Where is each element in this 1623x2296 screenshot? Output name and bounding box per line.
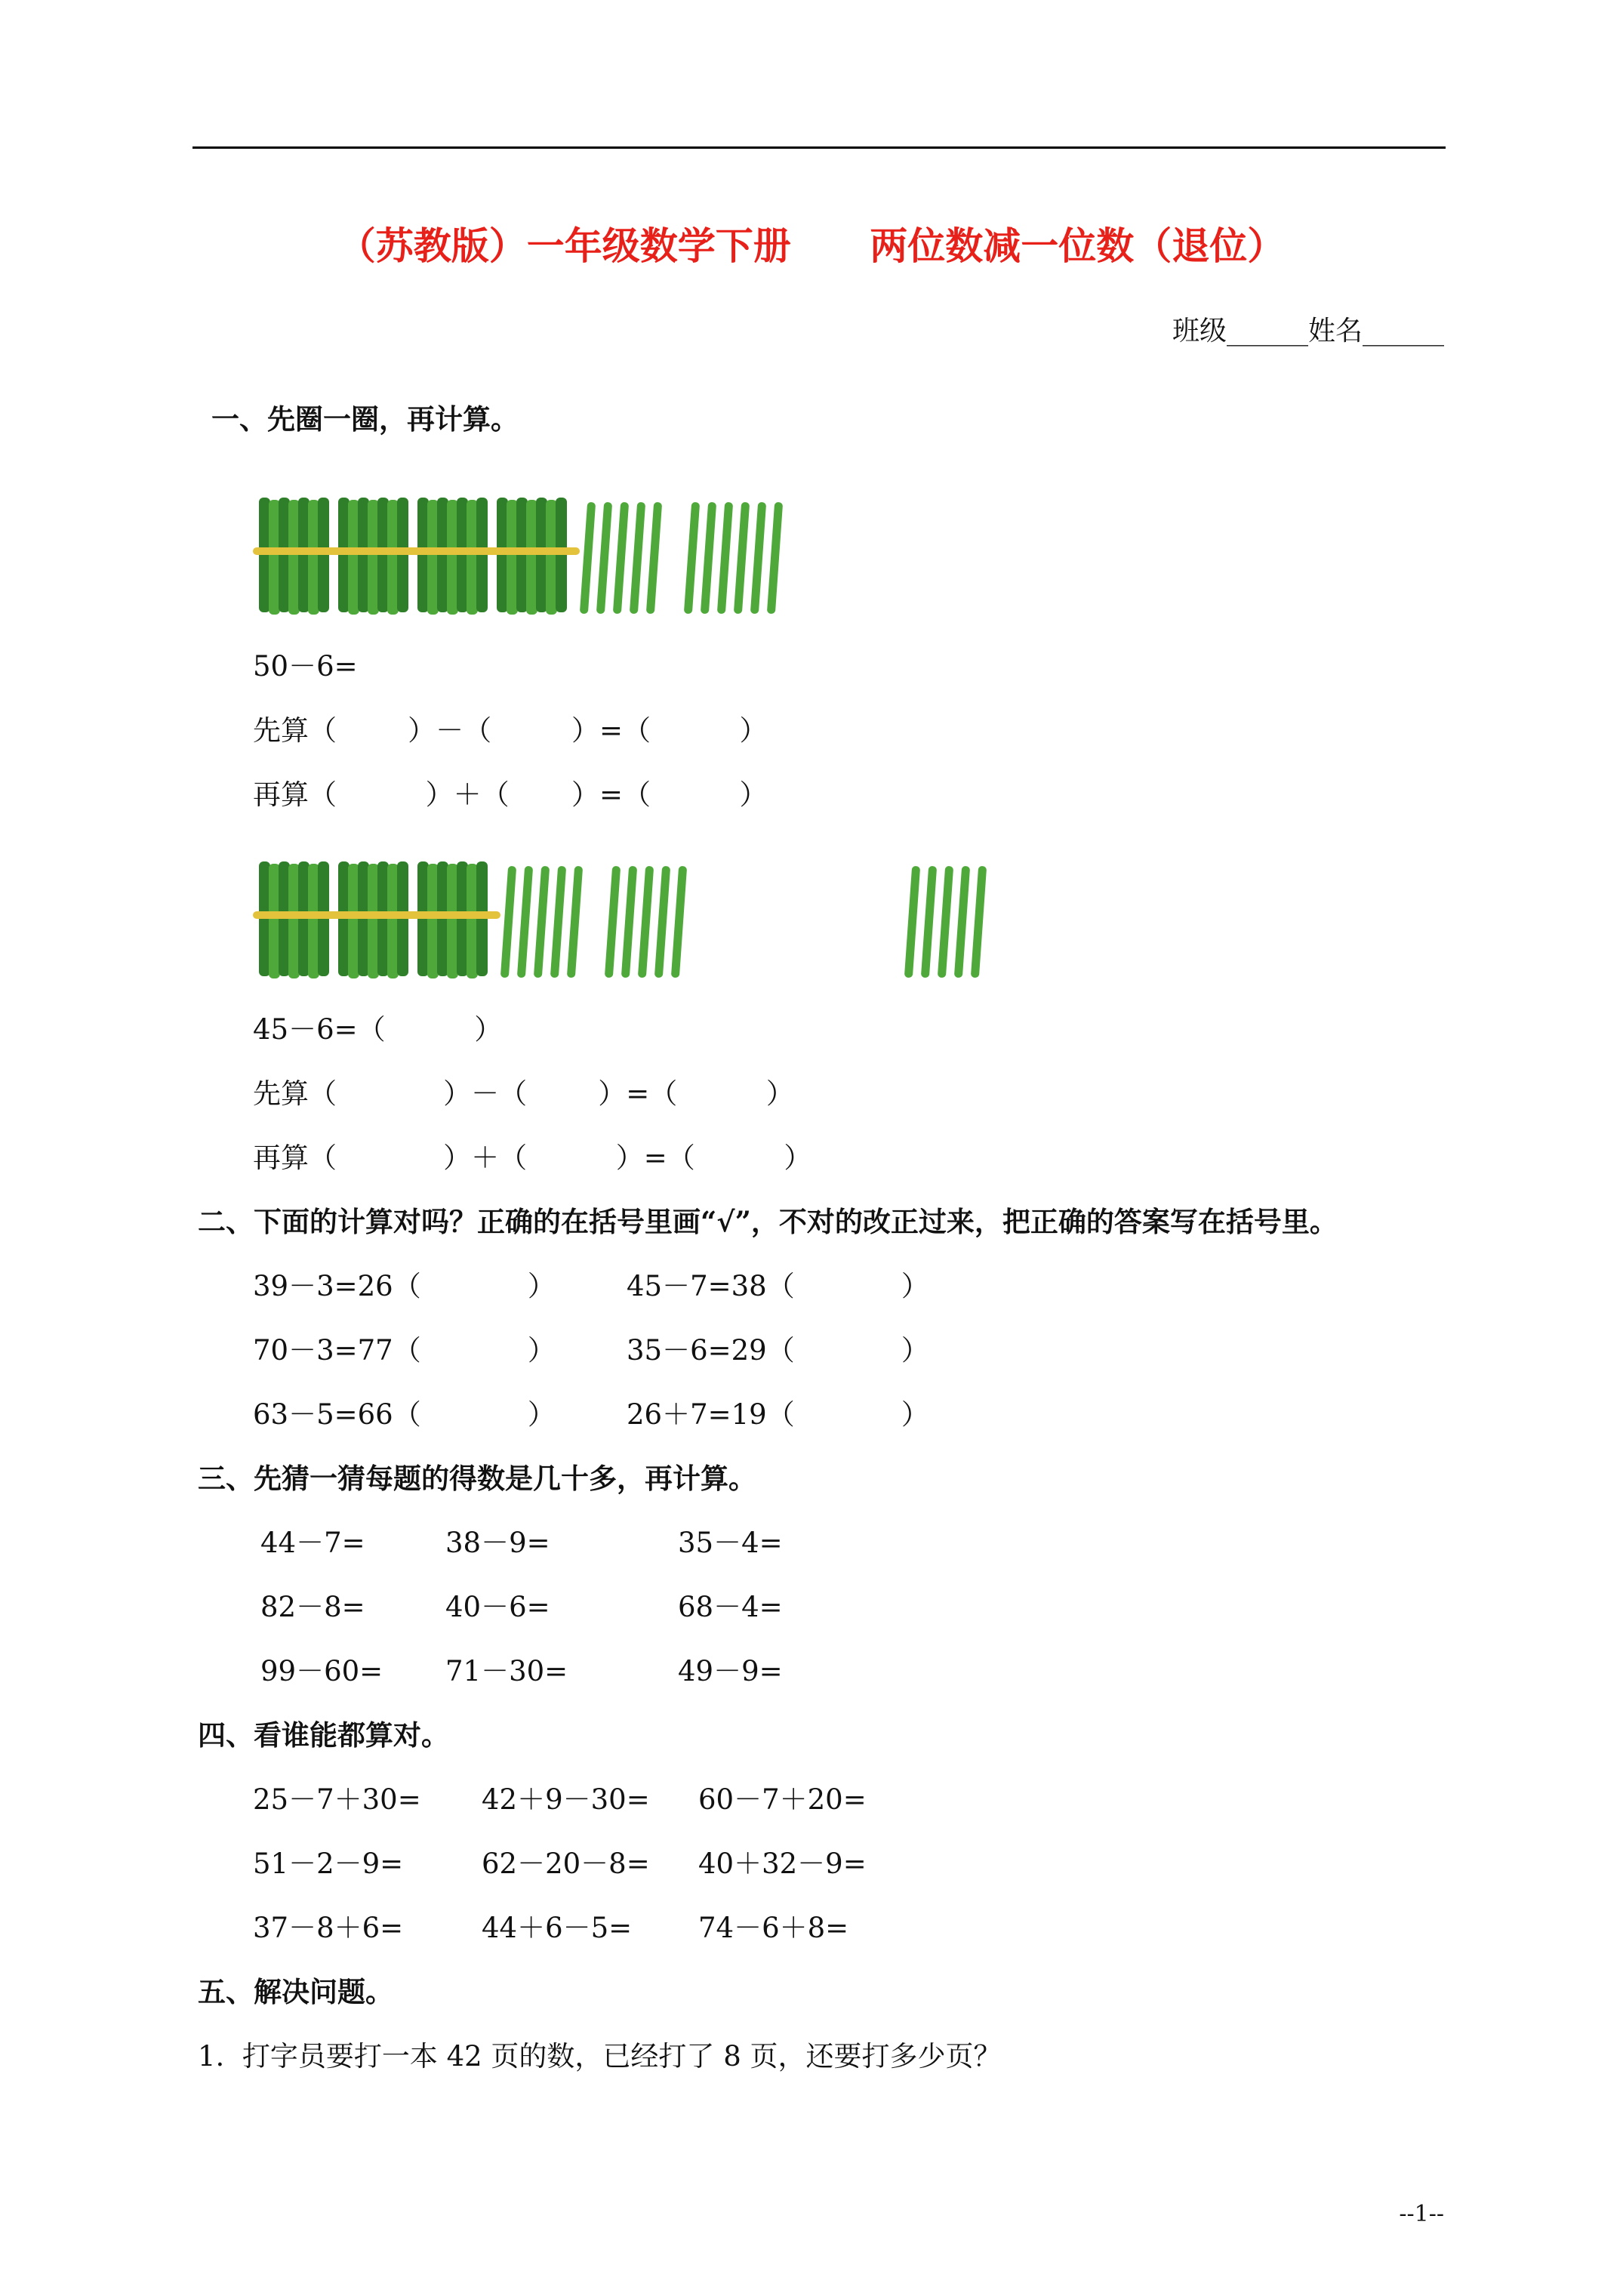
bundle-tie: [491, 547, 580, 555]
s3-item: 82－8=: [260, 1591, 365, 1623]
single-stick: [921, 866, 937, 978]
single-stick: [596, 502, 612, 614]
section-3-heading: 三、先猜一猜每题的得数是几十多，再计算。: [198, 1462, 756, 1495]
section-1-heading: 一、先圈一圈，再计算。: [211, 402, 519, 436]
single-stick: [567, 866, 583, 978]
s3-item: 40－6=: [445, 1591, 550, 1623]
s2-item: 39－3=26（ ）: [253, 1270, 556, 1302]
s4-item: 42＋9－30=: [482, 1783, 650, 1816]
bundle-stick: [546, 500, 557, 615]
single-stick: [580, 502, 596, 614]
single-stick: [630, 502, 645, 614]
problem-b-expr: 45－6=（ ）: [253, 1013, 503, 1046]
single-stick: [767, 502, 783, 614]
single-stick: [646, 502, 662, 614]
s2-item: 63－5=66（ ）: [253, 1398, 556, 1431]
stick-bundle: [253, 861, 342, 978]
header-rule: [192, 146, 1446, 149]
stick-bundle: [253, 498, 342, 615]
stick-bundle: [491, 498, 580, 615]
bundle-stick: [288, 864, 300, 978]
s4-item: 62－20－8=: [482, 1848, 650, 1880]
bundle-stick: [507, 500, 518, 615]
single-stick: [954, 866, 970, 978]
bundle-stick: [387, 864, 399, 978]
problem-b-step1: 先算（ ）－（ ）=（ ）: [253, 1077, 794, 1110]
bundle-stick: [269, 864, 280, 978]
s3-item: 99－60=: [260, 1655, 383, 1687]
s4-item: 51－2－9=: [253, 1848, 404, 1880]
page-title: （苏教版）一年级数学下册 两位数减一位数（退位）: [337, 223, 1286, 268]
problem-a-expr: 50－6=: [253, 650, 358, 683]
bundle-stick: [387, 500, 399, 615]
single-stick: [534, 866, 550, 978]
single-stick: [684, 502, 700, 614]
bundle-tie: [332, 547, 421, 555]
bundle-stick: [447, 864, 458, 978]
single-stick: [517, 866, 533, 978]
single-stick: [671, 866, 687, 978]
bundle-stick: [427, 864, 439, 978]
stick-bundle: [411, 498, 500, 615]
bundle-stick: [348, 864, 359, 978]
bundle-tie: [332, 911, 421, 919]
single-stick: [621, 866, 637, 978]
sticks-a-svg: [251, 495, 802, 619]
s2-item: 70－3=77（ ）: [253, 1334, 556, 1367]
bundle-stick: [269, 500, 280, 615]
s4-item: 25－7＋30=: [253, 1783, 421, 1816]
sticks-b-svg: [251, 858, 1021, 983]
single-stick: [701, 502, 716, 614]
s3-item: 71－30=: [445, 1655, 568, 1687]
bundle-stick: [467, 864, 478, 978]
s2-item: 35－6=29（ ）: [627, 1334, 929, 1367]
bundle-stick: [526, 500, 537, 615]
s3-item: 35－4=: [678, 1527, 783, 1559]
sticks-illustration-a: [251, 495, 802, 619]
s4-item: 40＋32－9=: [698, 1848, 867, 1880]
bundle-stick: [348, 500, 359, 615]
single-stick: [750, 502, 766, 614]
word-problem-1: 1. 打字员要打一本 42 页的数，已经打了 8 页，还要打多少页？: [198, 2040, 1002, 2073]
single-stick: [971, 866, 987, 978]
sticks-illustration-b: [251, 858, 1021, 983]
s3-item: 44－7=: [260, 1527, 365, 1559]
bundle-stick: [288, 500, 300, 615]
problem-a-step2: 再算（ ）＋（ ）=（ ）: [253, 778, 768, 811]
single-stick: [734, 502, 750, 614]
bundle-tie: [253, 547, 342, 555]
s3-item: 38－9=: [445, 1527, 550, 1559]
class-name-field: 班级______姓名______: [1172, 316, 1444, 347]
section-5-heading: 五、解决问题。: [198, 1975, 393, 2008]
stick-bundle: [332, 498, 421, 615]
s4-item: 74－6＋8=: [698, 1912, 849, 1944]
bundle-stick: [427, 500, 439, 615]
single-stick: [717, 502, 733, 614]
problem-a-step1: 先算（ ）－（ ）=（ ）: [253, 714, 768, 747]
bundle-stick: [467, 500, 478, 615]
single-stick: [500, 866, 516, 978]
s4-item: 44＋6－5=: [482, 1912, 633, 1944]
single-stick: [904, 866, 920, 978]
single-stick: [605, 866, 621, 978]
s4-item: 60－7＋20=: [698, 1783, 867, 1816]
single-stick: [550, 866, 566, 978]
section-4-heading: 四、看谁能都算对。: [198, 1718, 449, 1752]
s3-item: 49－9=: [678, 1655, 783, 1687]
stick-bundle: [411, 861, 500, 978]
bundle-stick: [308, 500, 319, 615]
bundle-stick: [447, 500, 458, 615]
problem-b-step2: 再算（ ）＋（ ）=（ ）: [253, 1142, 812, 1174]
section-2-heading: 二、下面的计算对吗？正确的在括号里画“√”，不对的改正过来，把正确的答案写在括号里。: [198, 1205, 1338, 1238]
bundle-tie: [411, 911, 500, 919]
single-stick: [654, 866, 670, 978]
s4-item: 37－8＋6=: [253, 1912, 404, 1944]
s3-item: 68－4=: [678, 1591, 783, 1623]
s2-item: 45－7=38（ ）: [627, 1270, 929, 1302]
bundle-tie: [253, 911, 342, 919]
bundle-tie: [411, 547, 500, 555]
s2-item: 26＋7=19（ ）: [627, 1398, 929, 1431]
single-stick: [613, 502, 629, 614]
single-stick: [638, 866, 654, 978]
bundle-stick: [368, 864, 379, 978]
bundle-stick: [308, 864, 319, 978]
page-number: --1--: [1399, 2201, 1444, 2227]
bundle-stick: [368, 500, 379, 615]
single-stick: [938, 866, 953, 978]
stick-bundle: [332, 861, 421, 978]
